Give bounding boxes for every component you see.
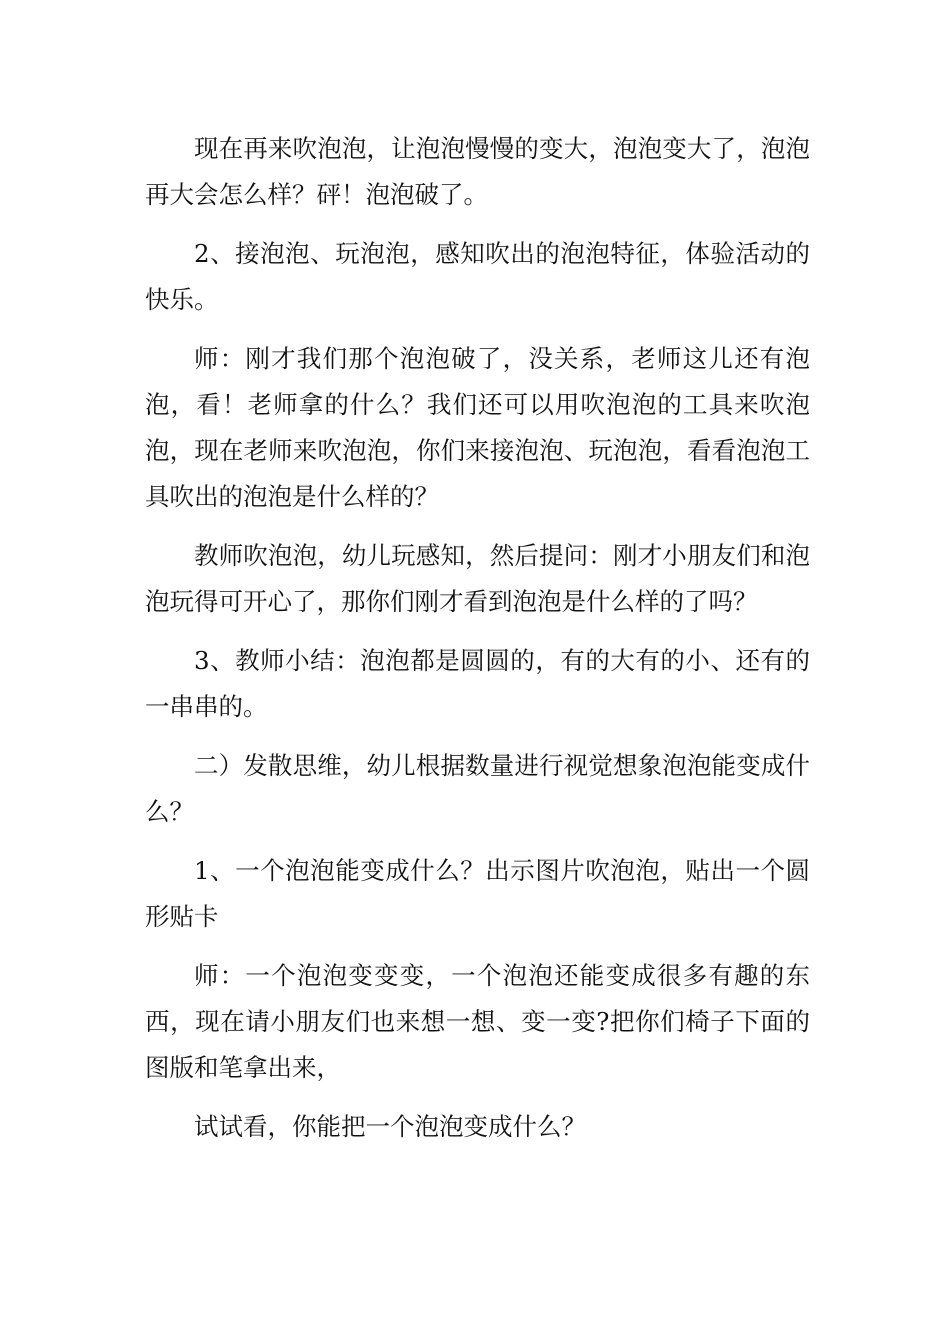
paragraph-step-2: 2、接泡泡、玩泡泡，感知吹出的泡泡特征，体验活动的快乐。: [145, 239, 810, 314]
paragraph-one-bubble: 1、一个泡泡能变成什么？出示图片吹泡泡，贴出一个圆形贴卡: [145, 856, 810, 931]
paragraph-summary: 3、教师小结：泡泡都是圆圆的，有的大有的小、还有的一串串的。: [145, 646, 810, 721]
paragraph-section-2: 二）发散思维，幼儿根据数量进行视觉想象泡泡能变成什么？: [145, 751, 810, 826]
paragraph-teacher-question: 教师吹泡泡，幼儿玩感知，然后提问：刚才小朋友们和泡泡玩得可开心了，那你们刚才看到泡泡是什么样的了吗？: [145, 541, 810, 616]
paragraph-blow-bubbles: 现在再来吹泡泡，让泡泡慢慢的变大，泡泡变大了，泡泡再大会怎么样？砰！泡泡破了。: [145, 134, 810, 209]
paragraph-teacher-imagine: 师：一个泡泡变变变，一个泡泡还能变成很多有趣的东西，现在请小朋友们也来想一想、变一变?把你们椅子下面的图版和笔拿出来，: [145, 961, 810, 1082]
paragraph-try-it: 试试看，你能把一个泡泡变成什么？: [194, 1112, 586, 1141]
paragraph-teacher-bubble-tool: 师：刚才我们那个泡泡破了，没关系，老师这儿还有泡泡，看！老师拿的什么？我们还可以用吹泡泡的工具来吹泡泡，现在老师来吹泡泡，你们来接泡泡、玩泡泡，看看泡泡工具吹出的泡泡是什么样的？: [145, 344, 810, 511]
document-body: [145, 126, 810, 1163]
